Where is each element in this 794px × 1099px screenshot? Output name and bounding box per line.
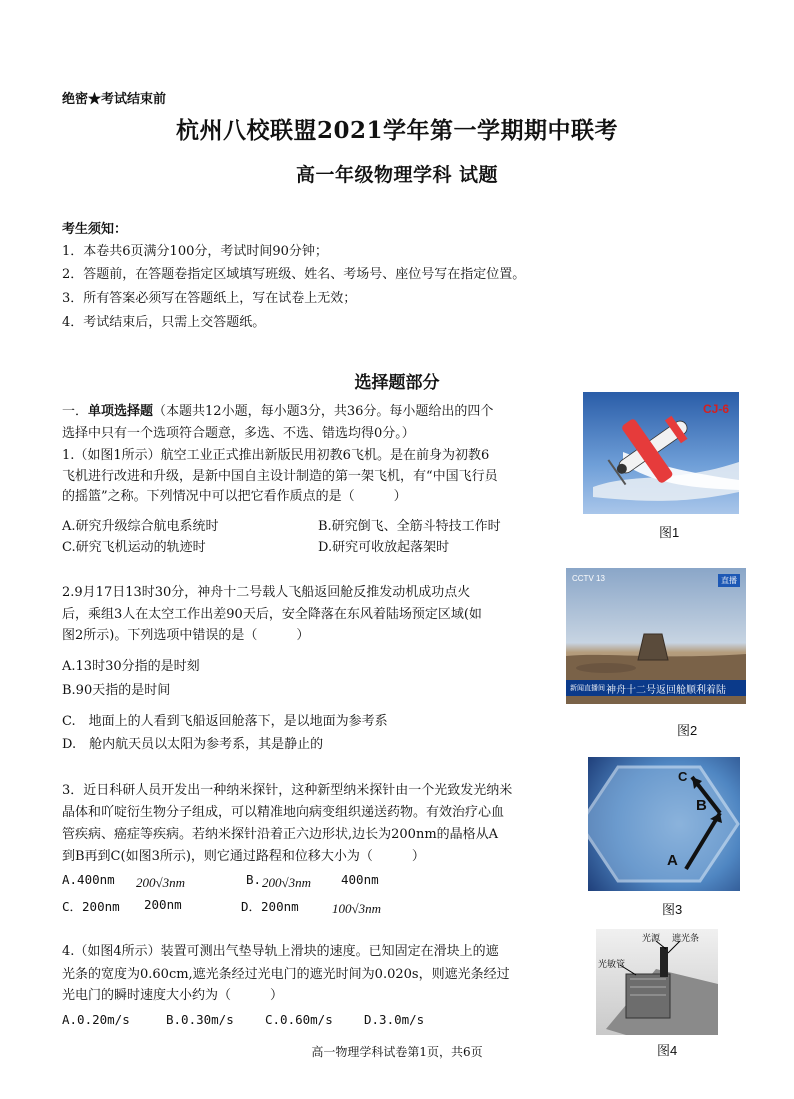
light-source-label: 光源 [642, 934, 661, 944]
notice-item-3: 3．所有答案必须写在答题纸上，写在试卷上无效； [62, 291, 357, 306]
q2-option-b: B.90天指的是时间 [62, 683, 171, 698]
q1-option-a: A.研究升级综合航电系统时 [62, 519, 219, 534]
q3-option-b-value: 200√3nm [262, 875, 312, 890]
point-c-label: C [678, 769, 688, 784]
part1-prefix: 一． [62, 404, 89, 419]
q2-line-1: 2.9月17日13时30分，神舟十二号载人飞船返回舱反推发动机成功点火 [62, 585, 471, 600]
section-title: 选择题部分 [354, 373, 440, 393]
cj6-badge: CJ-6 [702, 402, 729, 416]
figure-2-capsule [566, 568, 746, 704]
q3-line-1: 3．近日科研人员开发出一种纳米探针，这种新型纳米探针由一个光致发光纳米 [62, 783, 513, 798]
q3-option-c-value: 200nm [144, 897, 182, 912]
light-strip-label: 遮光条 [672, 934, 700, 944]
q3-option-a-value: 200√3nm [136, 875, 186, 890]
q3-option-d-value: 100√3nm [332, 901, 382, 916]
q2-line-2: 后，乘组3人在太空工作出差90天后，安全降落在东风着陆场预定区域(如 [62, 607, 482, 622]
q2-option-a: A.13时30分指的是时刻 [62, 659, 200, 674]
live-tag: 直播 [718, 574, 740, 587]
q4-line-1: 4.（如图4所示）装置可测出气垫导轨上滑块的速度。已知固定在滑块上的遮 [62, 944, 499, 959]
figure-2-caption: 图2 [677, 723, 698, 738]
q3-option-c: C．200nm [62, 899, 120, 914]
notice-item-1: 1．本卷共6页满分100分，考试时间90分钟； [62, 244, 328, 259]
figure-1-caption: 图1 [659, 525, 680, 540]
q4-option-d: D.3.0m/s [364, 1012, 425, 1027]
figure-3-caption: 图3 [662, 902, 683, 917]
q3-line-3: 管疾病、癌症等疾病。若纳米探针沿着正六边形状,边长为200nm的晶格从A [62, 827, 499, 842]
q3-option-d: D．200nm [241, 899, 299, 914]
hexagon-path-illustration [588, 757, 740, 891]
part1-intro [62, 402, 493, 422]
news-banner [566, 680, 746, 696]
figure-4-caption: 图4 [657, 1043, 678, 1058]
news-banner-left: 新闻直播间 [570, 685, 605, 692]
q1-option-c: C.研究飞机运动的轨迹时 [62, 540, 206, 555]
q3-line-4: 到B再到C(如图3所示)，则它通过路程和位移大小为（ ） [62, 849, 425, 864]
q1-line-1: 1.（如图1所示）航空工业正式推出新版民用初教6飞机。是在前身为初教6 [62, 448, 490, 463]
figure-3-hexagon [588, 757, 740, 891]
q4-option-b: B.0.30m/s [166, 1012, 234, 1027]
exam-title: 杭州八校联盟2021学年第一学期期中联考 [175, 117, 618, 144]
part1-desc-1: （本题共12小题，每小题3分，共36分。每小题给出的四个 [153, 404, 494, 419]
news-banner-text: 神舟十二号返回舱顺利着陆 [606, 685, 726, 696]
q2-option-c: C. 地面上的人看到飞船返回舱落下，是以地面为参考系 [62, 714, 388, 729]
q4-line-2: 光条的宽度为0.60cm,遮光条经过光电门的遮光时间为0.020s，则遮光条经过 [62, 967, 510, 982]
point-a-label: A [667, 852, 678, 869]
q4-line-3: 光电门的瞬时速度大小约为（ ） [62, 988, 284, 1003]
notice-item-4: 4．考试结束后，只需上交答题纸。 [62, 315, 266, 330]
photo-tube-label: 光敏管 [598, 960, 626, 970]
q2-option-d: D. 舱内航天员以太阳为参考系，其是静止的 [62, 737, 324, 752]
q3-line-2: 晶体和吖啶衍生物分子组成，可以精准地向病变组织递送药物。有效治疗心血 [62, 805, 505, 820]
confidential-mark: 绝密★考试结束前 [62, 92, 167, 107]
figure-1-airplane [583, 392, 739, 514]
q1-option-d: D.研究可收放起落架时 [318, 540, 450, 555]
air-track-illustration [596, 929, 718, 1035]
figure-4-air-track [596, 929, 718, 1035]
q2-line-3: 图2所示)。下列选项中错误的是（ ） [62, 628, 310, 643]
notice-item-2: 2．答题前，在答题卷指定区域填写班级、姓名、考场号、座位号写在指定位置。 [62, 267, 526, 282]
q3-option-a: A.400nm [62, 872, 115, 887]
q4-option-c: C.0.60m/s [265, 1012, 333, 1027]
q3-option-b-value-2: 400nm [341, 872, 379, 887]
notice-heading: 考生须知： [62, 222, 128, 237]
q3-option-b: B. [246, 872, 262, 887]
exam-subtitle: 高一年级物理学科 试题 [295, 164, 499, 186]
part1-desc-2: 选择中只有一个选项符合题意，多选、不选、错选均得0分。） [62, 426, 415, 441]
q1-line-3: 的摇篮”之称。下列情况中可以把它看作质点的是（ ） [62, 489, 407, 504]
cctv-logo: CCTV 13 [572, 574, 605, 583]
q4-option-a: A.0.20m/s [62, 1012, 130, 1027]
q1-line-2: 飞机进行改进和升级，是新中国自主设计制造的第一架飞机，有“中国飞行员 [62, 469, 498, 484]
point-b-label: B [696, 797, 707, 814]
part1-label: 单项选择题 [88, 404, 154, 419]
page-footer: 高一物理学科试卷第1页，共6页 [311, 1045, 483, 1059]
q1-option-b: B.研究倒飞、全筋斗特技工作时 [318, 519, 501, 534]
